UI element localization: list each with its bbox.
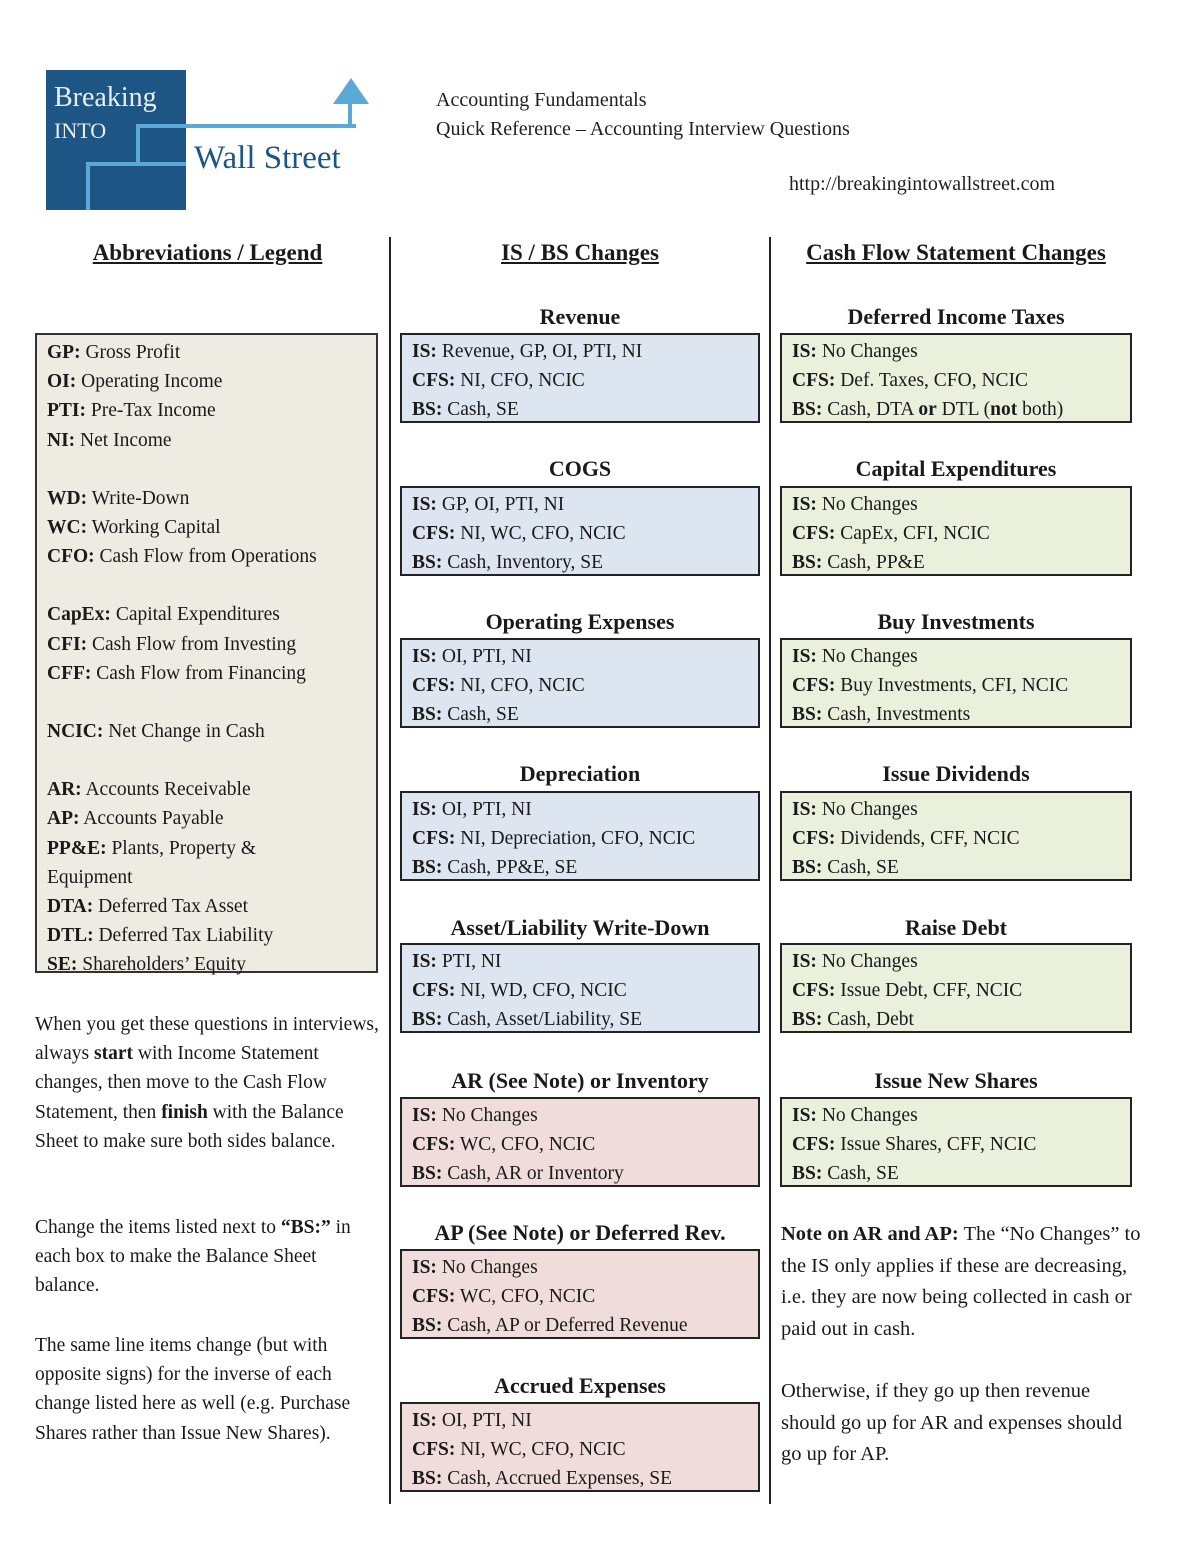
- legend-item: AP: Accounts Payable: [47, 808, 224, 830]
- change-box-revenue: IS: Revenue, GP, OI, PTI, NI CFS: NI, CFO, NCIC BS: Cash, SE: [400, 333, 760, 423]
- note-paragraph: Change the items listed next to “BS:” in each box to make the Balance Sheet balance.: [35, 1217, 351, 1297]
- box-title: AP (See Note) or Deferred Rev.: [434, 1220, 726, 1245]
- arrow-up-icon: [333, 78, 369, 104]
- legend-item: PTI: Pre-Tax Income: [47, 400, 216, 422]
- column-heading-is-bs: IS / BS Changes: [501, 240, 659, 265]
- logo-text-breaking: Breaking: [54, 82, 157, 113]
- legend-item: AR: Accounts Receivable: [47, 779, 251, 801]
- box-title: Issue Dividends: [882, 761, 1030, 786]
- box-title: Deferred Income Taxes: [847, 304, 1065, 329]
- legend-item: GP: Gross Profit: [47, 342, 181, 363]
- logo: [46, 70, 186, 210]
- change-box-deferred-taxes: IS: No Changes CFS: Def. Taxes, CFO, NCIC BS: Cash, DTA or DTL (not both): [780, 333, 1132, 423]
- legend-box: [35, 333, 378, 976]
- change-box-issue-dividends: IS: No Changes CFS: Dividends, CFF, NCIC BS: Cash, SE: [780, 791, 1132, 881]
- header-subtitle: Quick Reference – Accounting Interview Questions: [436, 118, 850, 140]
- box-title: Revenue: [539, 304, 621, 329]
- legend-item: PP&E: Plants, Property &: [47, 837, 257, 859]
- box-title: Depreciation: [519, 761, 641, 786]
- legend-item: CapEx: Capital Expenditures: [47, 604, 280, 626]
- column-divider: [769, 237, 771, 1504]
- legend-item: OI: Operating Income: [47, 371, 223, 393]
- change-box-ar-inventory: IS: No Changes CFS: WC, CFO, NCIC BS: Cash, AR or Inventory: [400, 1097, 760, 1187]
- change-box-raise-debt: IS: No Changes CFS: Issue Debt, CFF, NCIC BS: Cash, Debt: [780, 943, 1132, 1033]
- box-title: Asset/Liability Write-Down: [450, 915, 710, 940]
- change-box-cogs: IS: GP, OI, PTI, NI CFS: NI, WC, CFO, NCIC BS: Cash, Inventory, SE: [400, 486, 760, 576]
- box-title: COGS: [548, 456, 612, 481]
- legend-item: NCIC: Net Change in Cash: [47, 721, 265, 743]
- legend-item: Equipment: [47, 866, 133, 888]
- box-title: Capital Expenditures: [855, 456, 1057, 481]
- legend-item: CFF: Cash Flow from Financing: [47, 662, 306, 684]
- change-box-issue-shares: IS: No Changes CFS: Issue Shares, CFF, NCIC BS: Cash, SE: [780, 1097, 1132, 1187]
- logo-text-wall-street: Wall Street: [194, 140, 341, 176]
- legend-item: DTA: Deferred Tax Asset: [47, 896, 248, 918]
- note-paragraph: When you get these questions in interviews, always start with Income Statement changes, then move to the Cash Flow Statement, then finish with the Balance Sheet to make sure both sides balance.: [35, 1014, 379, 1152]
- change-box-capex: IS: No Changes CFS: CapEx, CFI, NCIC BS: Cash, PP&E: [780, 486, 1132, 576]
- header-url[interactable]: http://breakingintowallstreet.com: [789, 173, 1056, 195]
- column-heading-legend: Abbreviations / Legend: [92, 240, 323, 265]
- change-box-depreciation: IS: OI, PTI, NI CFS: NI, Depreciation, CFO, NCIC BS: Cash, PP&E, SE: [400, 791, 760, 881]
- legend-item: CFO: Cash Flow from Operations: [47, 546, 317, 568]
- header-title: Accounting Fundamentals: [436, 89, 647, 111]
- legend-item: NI: Net Income: [47, 429, 172, 451]
- box-title: Operating Expenses: [485, 609, 675, 634]
- change-box-ap-deferred-rev: IS: No Changes CFS: WC, CFO, NCIC BS: Cash, AP or Deferred Revenue: [400, 1249, 760, 1339]
- box-title: Buy Investments: [877, 609, 1035, 634]
- change-box-buy-investments: IS: No Changes CFS: Buy Investments, CFI, NCIC BS: Cash, Investments: [780, 638, 1132, 728]
- logo-arrow: [186, 70, 376, 210]
- column-heading-cfs: Cash Flow Statement Changes: [806, 240, 1106, 265]
- legend-item: DTL: Deferred Tax Liability: [47, 925, 274, 947]
- ar-ap-note: Note on AR and AP: The “No Changes” to the IS only applies if these are decreasing, i.e. they are now being collected in cash or paid out in cash. Otherwise, if they go up then revenue should go up for AR and expenses should go up for AP.: [781, 1223, 1141, 1465]
- box-title: Raise Debt: [904, 915, 1008, 940]
- legend-item: WD: Write-Down: [47, 487, 190, 509]
- box-title: Issue New Shares: [874, 1068, 1038, 1093]
- box-title: Accrued Expenses: [494, 1373, 666, 1398]
- box-title: AR (See Note) or Inventory: [451, 1068, 709, 1093]
- note-paragraph: The same line items change (but with opposite signs) for the inverse of each change listed here as well (e.g. Purchase Shares rather than Issue New Shares).: [35, 1335, 351, 1444]
- header: [436, 86, 850, 144]
- legend-item: WC: Working Capital: [47, 517, 221, 539]
- change-box-operating-expenses: IS: OI, PTI, NI CFS: NI, CFO, NCIC BS: Cash, SE: [400, 638, 760, 728]
- change-box-accrued-expenses: IS: OI, PTI, NI CFS: NI, WC, CFO, NCIC BS: Cash, Accrued Expenses, SE: [400, 1402, 760, 1492]
- logo-text-into: INTO: [54, 118, 107, 143]
- column-divider: [389, 237, 391, 1504]
- legend-item: CFI: Cash Flow from Investing: [47, 633, 297, 655]
- change-box-write-down: IS: PTI, NI CFS: NI, WD, CFO, NCIC BS: Cash, Asset/Liability, SE: [400, 943, 760, 1033]
- legend-item: SE: Shareholders’ Equity: [47, 954, 246, 976]
